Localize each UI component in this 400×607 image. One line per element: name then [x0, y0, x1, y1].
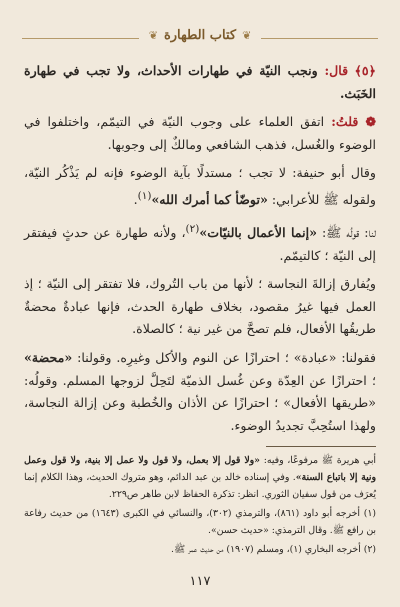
flourish-right-icon: ❦ — [242, 28, 252, 42]
footnote-separator — [266, 446, 376, 447]
footnote-1-number: (١) — [363, 508, 376, 519]
footnote-2-text: أخرجه البخاري (١)، ومسلم (١٩٠٧) من حديث عمر ﷺ. — [171, 544, 364, 555]
matn-text: ونجب النيّة في طهارات الأحداث، ولا تجب في طهارة الخَبَث. — [24, 63, 376, 101]
flourish-left-icon: ❦ — [148, 28, 158, 42]
paragraph-matn — [24, 60, 376, 105]
footnote-0-text-a: أبي هريرة ﷺ مرفوعًا، وفيه: — [259, 455, 376, 466]
footnote-2 — [24, 541, 376, 558]
paragraph-abu-hanifa — [24, 162, 376, 211]
paragraph-evidence — [24, 218, 376, 267]
matn-marker: ﴿٥﴾ — [354, 63, 376, 78]
paragraph-sharh-intro — [24, 111, 376, 156]
paragraph-najasa — [24, 273, 376, 341]
sharh-text: اتفق العلماء على وجوب النيّة في التيمّم، واختلفوا في الوضوء والغُسل، فذهب الشافعي ومالكٌ إلى وجوبها. — [24, 114, 376, 152]
footnotes — [24, 452, 376, 560]
paragraph-definitions — [24, 347, 376, 437]
definitions-text-a: فقولنا: «عبادة» ؛ احترازًا عن النوم والأكل وغيرِه. وقولنا: — [72, 349, 376, 365]
sharh-marker-icon: ❁ — [365, 114, 376, 130]
footnote-2-number: (٢) — [363, 544, 376, 555]
main-text — [24, 60, 376, 443]
sharh-label: قلتُ: — [331, 114, 359, 130]
abu-hanifa-text: وقال أبو حنيفة: لا تجب ؛ مستدلًا بآية الوضوء فإنه لم يَذْكُر النيّة، ولقوله ﷺ للأعرابي: — [24, 165, 376, 208]
header-ornament — [139, 28, 262, 43]
footnote-ref-2[interactable]: (٢) — [185, 222, 200, 235]
running-header — [22, 20, 378, 50]
matn-label: قال: — [324, 63, 349, 78]
hadith-quote-tawadda: «توضّأ كما أمرك الله» — [151, 192, 268, 208]
evidence-end: ، ولأنه طهارة عن حدثٍ فيفتقر إلى النيّة ؛ كالتيمّم. — [24, 224, 376, 263]
page-number: ١١٧ — [189, 574, 211, 589]
najasa-text: ويُفارق إزالةَ النجاسة ؛ لأنها من باب التُروك، فلا تفتقر إلى النيّة ؛ إذ العمل فيها غيرُ مقصود، بخلاف طهارة الحدث، فإنها عبادةٌ محضةٌ طريقُها الأفعال، فلم تصحَّ من غير نية ؛ كالصلاة. — [24, 276, 376, 337]
evidence-text: لنا: قولُه ﷺ: — [316, 224, 376, 240]
abu-hanifa-end: . — [133, 192, 138, 208]
definitions-text-c: ؛ احترازًا عن العِدّة وعن غُسل الذميّة لتَحِلَّ لزوجها المسلم. وقولُه: «طريقها الأفعال» ؛ احترازًا عن الأذان والخُطبة وعن إزالة النجاسة، ولهذا استُحِبَّ تجديدُ الوضوء. — [24, 372, 376, 433]
footnote-1-text: أخرجه أبو داود (٨٦١)، والترمذي (٣٠٢)، والنسائي في الكبرى (١٦٤٣) من حديث رفاعة بن رافع ﷺ. وقال الترمذي: «حديث حسن». — [24, 508, 376, 536]
definitions-term: «محضة» — [24, 349, 73, 365]
footnote-1 — [24, 505, 376, 539]
chapter-title: كتاب الطهارة — [163, 27, 237, 43]
footnote-0-quote: «ولا قول إلا بعمل، ولا قول ولا عمل إلا بنية، ولا قول وعمل ونية إلا باتباع السنة» — [24, 455, 377, 483]
footnote-ref-1[interactable]: (١) — [137, 189, 152, 202]
hadith-quote-niyyat: «إنما الأعمال بالنيّات» — [199, 224, 317, 240]
footnote-continued — [24, 452, 376, 503]
footnote-0-text-c: . وفي إسناده خالد بن عبد الدائم، وهو متروك الحديث، وهذا الكلام إنما يُعرَف من قول سفيان الثوري. انظر: تذكرة الحفاظ لابن طاهر ص٢٢٩. — [24, 472, 376, 500]
